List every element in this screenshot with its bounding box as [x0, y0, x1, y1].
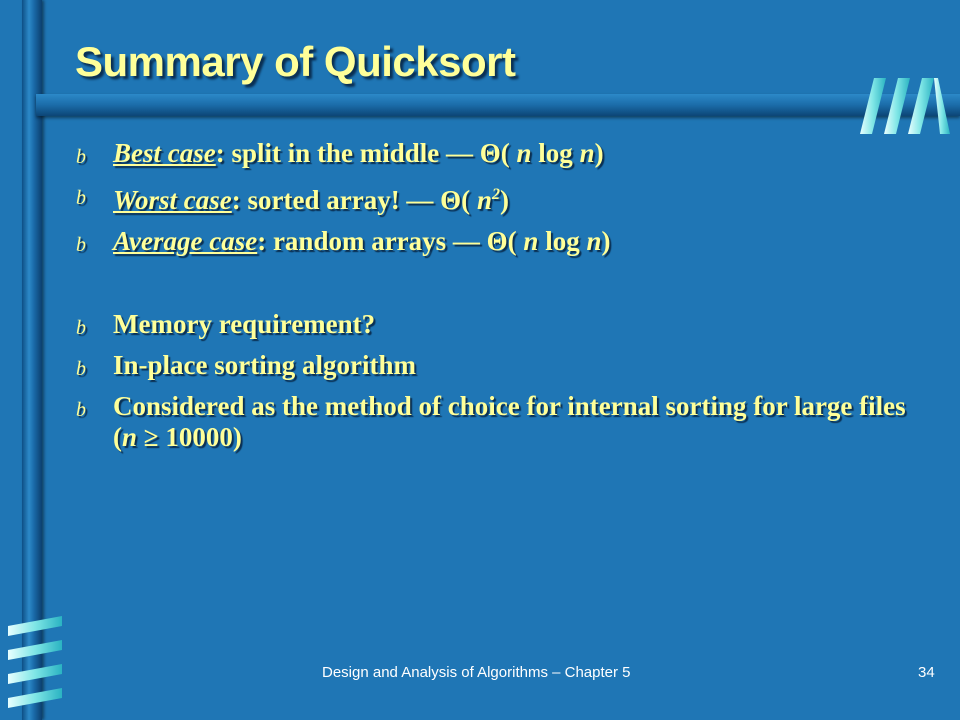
- worst-case-text: : sorted array! — Θ(: [231, 185, 477, 215]
- var-n: n: [516, 138, 532, 168]
- exponent: 2: [491, 186, 500, 203]
- memory-text: Memory requirement?: [113, 309, 376, 339]
- bullet-worst-case: [76, 179, 936, 216]
- bullet-list: [76, 138, 936, 453]
- method-text: Considered as the method of choice for internal sorting for large files (: [113, 391, 906, 452]
- var-n: n: [122, 422, 138, 452]
- best-case-text: : split in the middle — Θ(: [215, 138, 517, 168]
- var-n: n: [579, 138, 595, 168]
- bullet-average-case: [76, 226, 936, 257]
- bullet-memory: [76, 309, 936, 340]
- slide-title: Summary of Quicksort: [75, 38, 516, 85]
- close-paren: ): [594, 138, 604, 168]
- best-case-label: Best case: [113, 138, 216, 168]
- close-paren: ): [499, 185, 509, 215]
- footer-text: Design and Analysis of Algorithms – Chapter 5: [322, 664, 631, 681]
- threshold-text: ≥ 10000): [137, 422, 242, 452]
- worst-case-label: Worst case: [113, 185, 232, 215]
- log-text: log: [538, 226, 587, 256]
- bullet-best-case: [76, 138, 936, 169]
- bullet-method-of-choice: [76, 391, 936, 453]
- bullet-in-place: [76, 350, 936, 381]
- var-n: n: [476, 185, 492, 215]
- bullet-glyph: b: [76, 234, 86, 256]
- var-n: n: [586, 226, 602, 256]
- in-place-text: In-place sorting algorithm: [113, 350, 416, 380]
- bullet-glyph: b: [76, 317, 86, 339]
- log-text: log: [531, 138, 580, 168]
- page-number: 34: [918, 664, 935, 681]
- average-case-text: : random arrays — Θ(: [257, 226, 524, 256]
- bullet-glyph: b: [76, 358, 86, 380]
- slash-decoration-bottom-icon: [6, 616, 66, 708]
- bullet-glyph: b: [76, 399, 86, 421]
- var-n: n: [523, 226, 539, 256]
- close-paren: ): [601, 226, 611, 256]
- title-underline-bar: [36, 94, 960, 116]
- slash-decoration-top-icon: [860, 74, 952, 138]
- average-case-label: Average case: [113, 226, 258, 256]
- bullet-glyph: b: [76, 146, 86, 168]
- bullet-glyph: b: [76, 187, 86, 209]
